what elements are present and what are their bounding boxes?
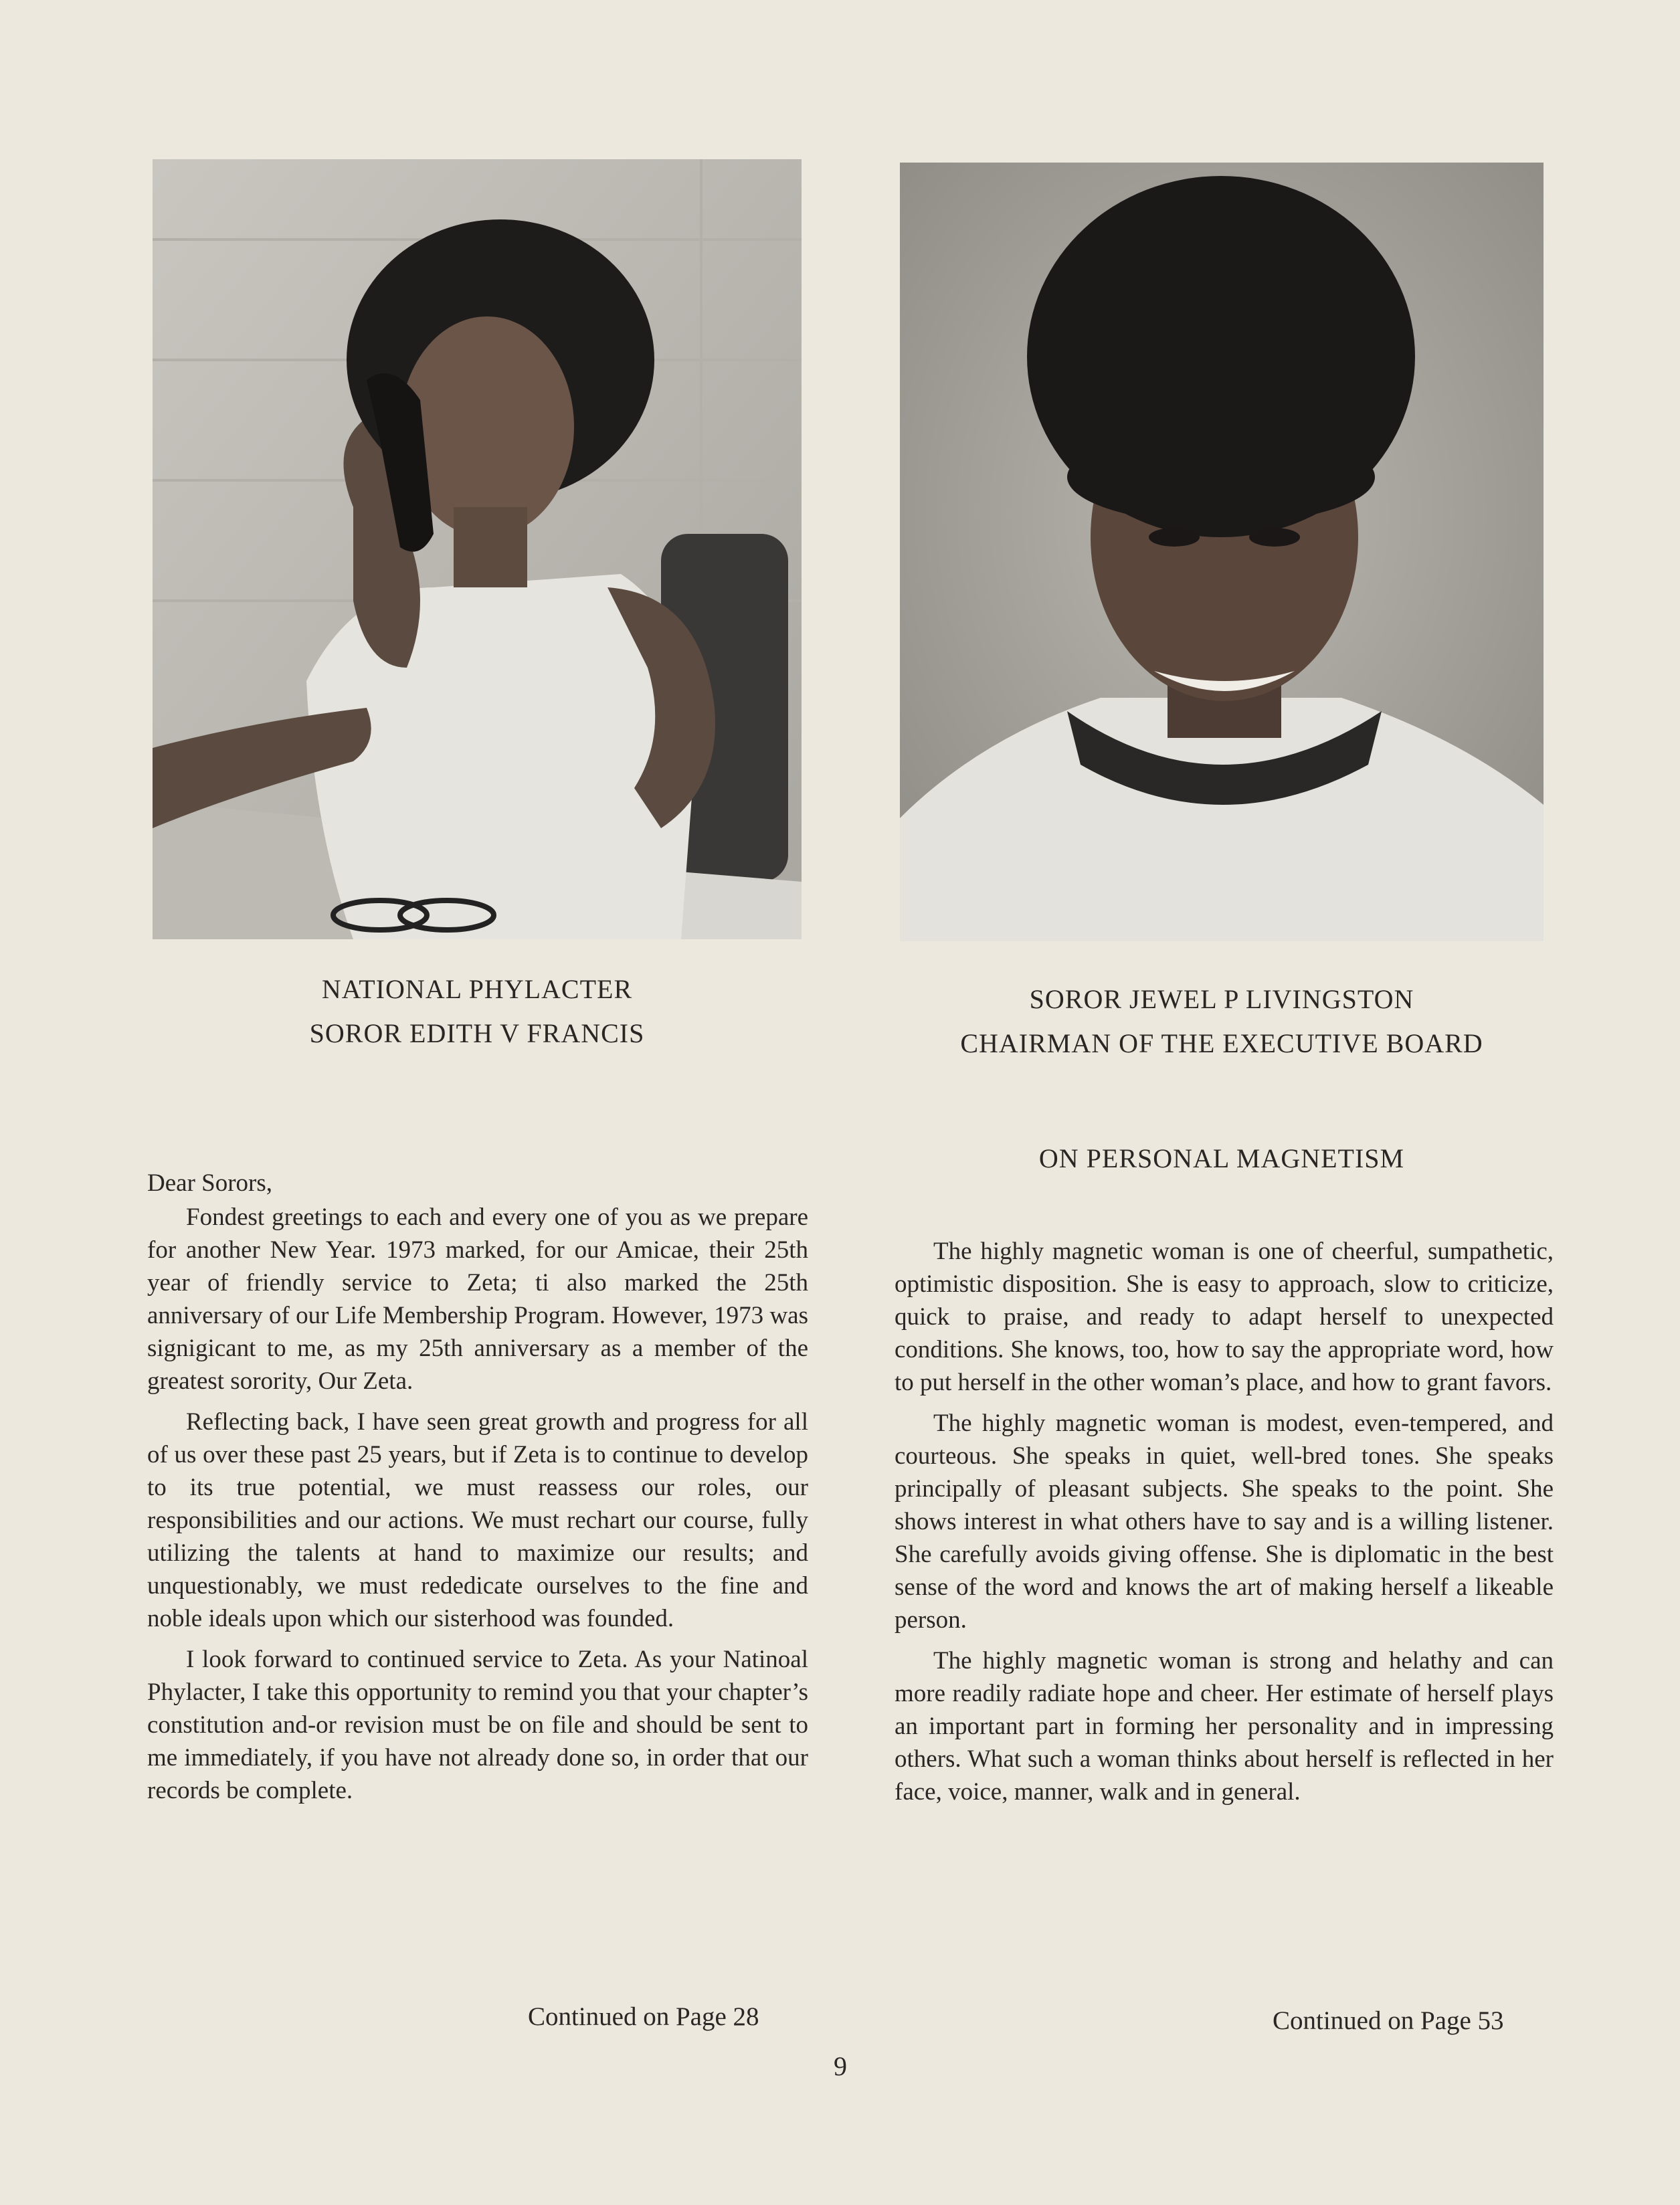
left-paragraph-3: I look forward to continued service to Zeta. As your Natinoal Phylacter, I take this opportunity to remind you that your chapter’s constitution and-or revision must be on file and should be sent to me immediately, if you have not already done so, in order that our records be complete. <box>147 1646 808 1804</box>
caption-right-name: SOROR JEWEL P LIVINGSTON <box>1029 984 1414 1014</box>
right-column-article <box>895 1235 1554 1816</box>
caption-right <box>900 977 1544 1066</box>
portrait-photo-left <box>153 159 802 939</box>
portrait-photo-right <box>900 163 1544 941</box>
page-number: 9 <box>834 2051 847 2081</box>
right-paragraph-1: The highly magnetic woman is one of cheerful, sumpathetic, optimistic disposition. She is easy to approach, slow to criticize, quick to praise, and ready to adapt herself to unexpected conditions. She knows, too, how to say the appropriate word, how to put herself in the other woman’s place, and how to grant favors. <box>895 1238 1554 1396</box>
right-paragraph-2: The highly magnetic woman is modest, even-tempered, and courteous. She speaks in quiet, well-bred tones. She speaks principally of pleasant subjects. She speaks to the point. She shows interest in what others have to say and is a willing listener. She carefully avoids giving offense. She is diplomatic in the best sense of the word and knows the art of making herself a likeable person. <box>895 1410 1554 1634</box>
continued-note-left: Continued on Page 28 <box>528 2002 759 2031</box>
left-paragraph-2: Reflecting back, I have seen great growth and progress for all of us over these past 25 years, but if Zeta is to continue to develop to its true potential, we must reassess our roles, our responsibilities and our actions. We must rechart our course, fully utilizing the talents at hand to maximize our results; and unquestionably, we must rededicate ourselves to the fine and noble ideals upon which our sisterhood was founded. <box>147 1408 808 1632</box>
continued-note-right: Continued on Page 53 <box>1273 2006 1504 2035</box>
caption-right-title: CHAIRMAN OF THE EXECUTIVE BOARD <box>960 1028 1483 1058</box>
portrait-photo-woman-on-telephone-icon <box>153 159 802 939</box>
salutation: Dear Sorors, <box>147 1169 273 1197</box>
caption-left-name: SOROR EDITH V FRANCIS <box>309 1018 645 1048</box>
right-paragraph-3: The highly magnetic woman is strong and helathy and can more readily radiate hope and cheer. Her estimate of herself plays an important part in forming her personality and in impressing others. What such a woman thinks about herself is reflected in her face, voice, manner, walk and in general. <box>895 1647 1554 1806</box>
left-column-letter <box>147 1167 808 1815</box>
article-heading: ON PERSONAL MAGNETISM <box>1038 1143 1405 1173</box>
portrait-photo-woman-smiling-icon <box>900 163 1544 941</box>
left-paragraph-1: Fondest greetings to each and every one of you as we prepare for another New Year. 1973 marked, for our Amicae, their 25th year of friendly service to Zeta; ti also marked the 25th anniversary of our Life Membership Program. However, 1973 was signigicant to me, as my 25th anniversary as a member of the greatest sorority, Our Zeta. <box>147 1204 808 1395</box>
caption-left-title: NATIONAL PHYLACTER <box>321 974 633 1004</box>
caption-left <box>153 967 802 1056</box>
